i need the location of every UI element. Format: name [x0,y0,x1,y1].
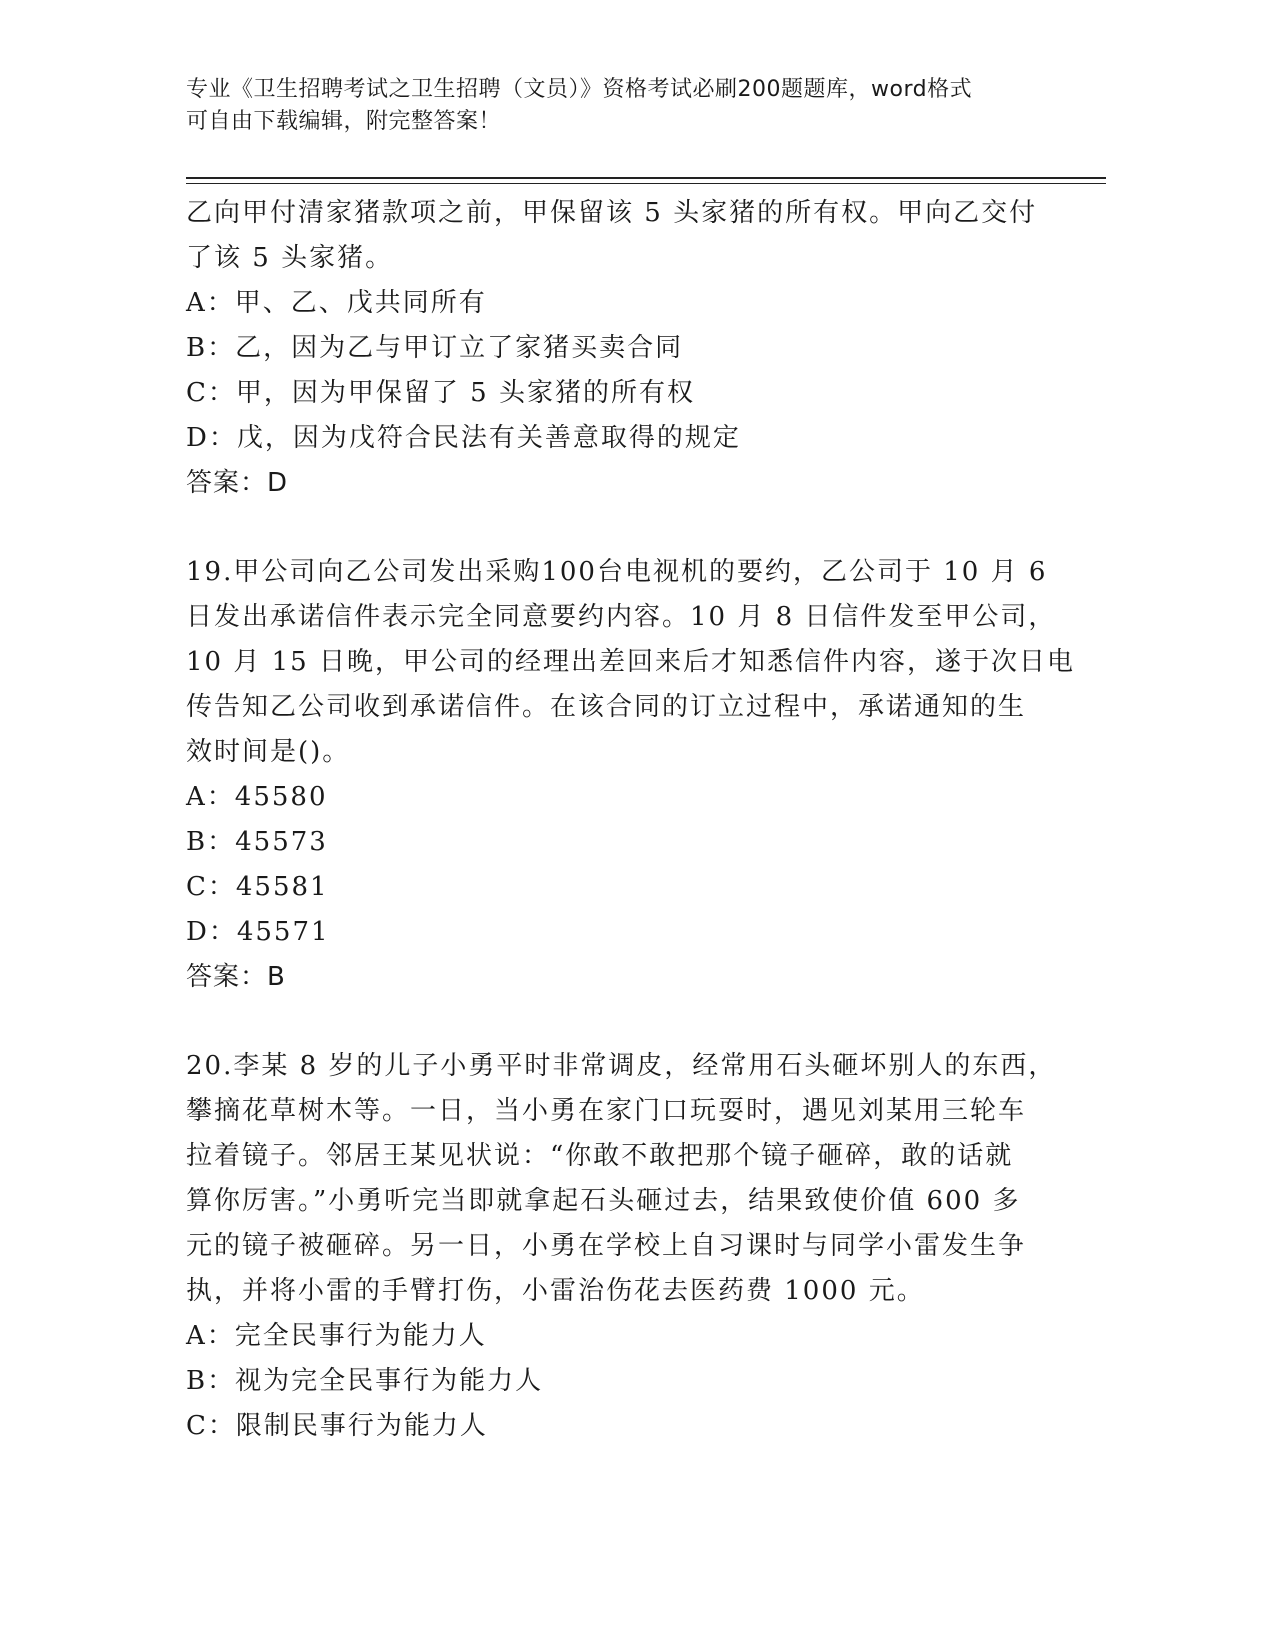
question-stem-line: 元的镜子被砸碎。另一日，小勇在学校上自习课时与同学小雷发生争 [186,1231,1027,1261]
question-stem-line: 乙向甲付清家猪款项之前，甲保留该 5 头家猪的所有权。甲向乙交付 [186,198,1038,228]
question-stem-line: 20.李某 8 岁的儿子小勇平时非常调皮，经常用石头砸坏别人的东西， [186,1051,1057,1081]
option-a: A：甲、乙、戊共同所有 [186,288,487,318]
option-a: A：45580 [186,782,328,812]
question-stem-line: 算你厉害。”小勇听完当即就拿起石头砸过去，结果致使价值 600 多 [186,1186,1021,1216]
question-spacer [186,1000,1076,1044]
header-divider-thin [186,183,1106,184]
question-20 [186,1044,1076,1449]
question-stem-line: 日发出承诺信件表示完全同意要约内容。10 月 8 日信件发至甲公司， [186,602,1057,632]
question-content [186,191,1076,1449]
header-title-line-1: 专业《卫生招聘考试之卫生招聘（文员）》资格考试必刷200题题库，word格式 [186,77,973,102]
option-b: B：乙，因为乙与甲订立了家猪买卖合同 [186,333,684,363]
question-stem-line: 攀摘花草树木等。一日，当小勇在家门口玩耍时，遇见刘某用三轮车 [186,1096,1027,1126]
option-d: D：戊，因为戊符合民法有关善意取得的规定 [186,423,741,453]
option-a: A：完全民事行为能力人 [186,1321,487,1351]
option-c: C：45581 [186,872,329,902]
option-b: B：45573 [186,827,328,857]
question-stem-line: 执，并将小雷的手臂打伤，小雷治伤花去医药费 1000 元。 [186,1276,925,1306]
question-18 [186,191,1076,506]
option-b: B：视为完全民事行为能力人 [186,1366,544,1396]
header-divider-thick [186,177,1106,179]
answer-line: 答案：D [186,468,289,498]
question-stem-line: 效时间是()。 [186,737,351,767]
question-19 [186,550,1076,1000]
option-c: C：甲，因为甲保留了 5 头家猪的所有权 [186,378,695,408]
option-c: C：限制民事行为能力人 [186,1411,488,1441]
question-stem-line: 19.甲公司向乙公司发出采购100台电视机的要约，乙公司于 10 月 6 [186,557,1048,587]
header-title-line-2: 可自由下载编辑，附完整答案！ [186,109,502,134]
question-stem-line: 了该 5 头家猪。 [186,243,394,273]
question-spacer [186,506,1076,550]
question-stem-line: 10 月 15 日晚，甲公司的经理出差回来后才知悉信件内容，遂于次日电 [186,647,1075,677]
answer-line: 答案：B [186,962,286,992]
option-d: D：45571 [186,917,330,947]
question-stem-line: 拉着镜子。邻居王某见状说：“你敢不敢把那个镜子砸碎，敢的话就 [186,1141,1014,1171]
question-stem-line: 传告知乙公司收到承诺信件。在该合同的订立过程中，承诺通知的生 [186,692,1027,722]
document-header [186,74,1086,138]
